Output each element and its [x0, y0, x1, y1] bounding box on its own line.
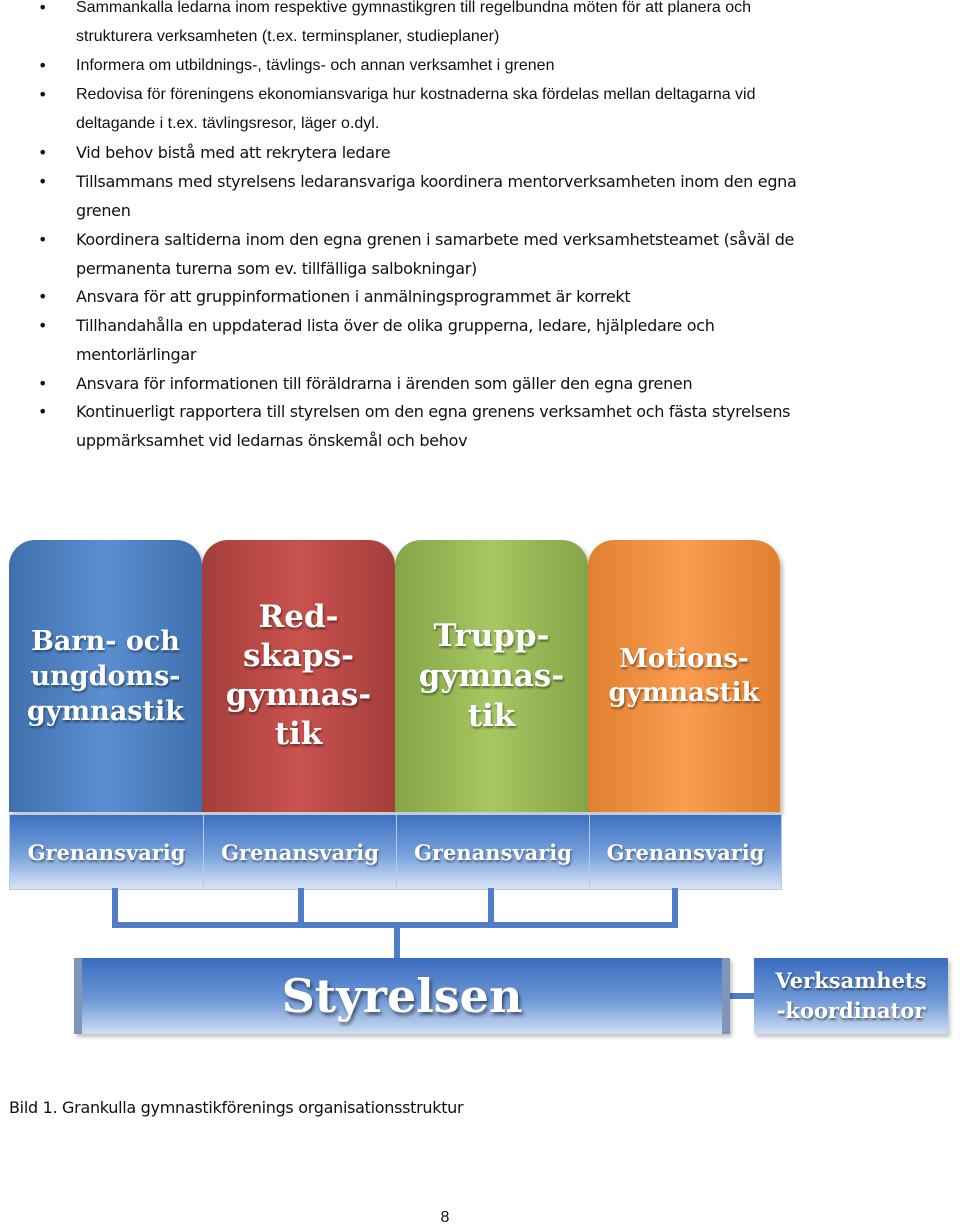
bullet-dot: • — [38, 287, 48, 306]
bullet-line: deltagande i t.ex. tävlingsresor, läger o.dyl. — [76, 115, 380, 132]
branch-trupp — [395, 540, 588, 812]
branch-label-line: gymnastik — [608, 678, 760, 708]
branch-barn-ungdom — [9, 540, 202, 812]
bullet-line: Kontinuerligt rapportera till styrelsen om den egna grenens verksamhet och fästa styrelsens — [76, 402, 791, 421]
branch-label-line: gymnas- — [225, 677, 372, 713]
bullet-line: Tillsammans med styrelsens ledaransvariga koordinera mentorverksamheten inom den egna — [76, 172, 797, 191]
bullet-line: uppmärksamhet vid ledarnas önskemål och behov — [76, 431, 468, 450]
bullet-dot: • — [38, 172, 48, 191]
bullet-line: strukturera verksamheten (t.ex. terminsplaner, studieplaner) — [76, 28, 500, 45]
bullet-line: mentorlärlingar — [76, 345, 197, 364]
bullet-dot: • — [38, 316, 48, 335]
bullet-line: permanenta turerna som ev. tillfälliga salbokningar) — [76, 259, 477, 278]
coordinator-label-line: Verksamhets — [775, 968, 927, 993]
responsible-box — [589, 814, 782, 890]
coordinator-box — [754, 958, 948, 1034]
branch-label-line: tik — [467, 698, 516, 734]
bullet-dot: • — [38, 56, 48, 75]
responsible-label: Grenansvarig — [414, 839, 572, 865]
responsible-box — [396, 814, 590, 890]
branch-label-line: tik — [274, 716, 323, 752]
bullet-dot: • — [38, 0, 48, 17]
bullet-dot: • — [38, 374, 48, 393]
bullet-line: Tillhandahålla en uppdaterad lista över de olika grupperna, ledare, hjälpledare och — [76, 316, 715, 335]
branch-label-line: gymnastik — [27, 695, 184, 727]
bullet-line: Sammankalla ledarna inom respektive gymnastikgren till regelbundna möten för att planera och — [76, 0, 752, 16]
branch-label-line: ungdoms- — [30, 660, 181, 692]
responsible-box — [9, 814, 204, 890]
branch-label-line: skaps- — [242, 638, 354, 674]
branch-label-line: Red- — [258, 599, 339, 635]
page-number: 8 — [440, 1209, 450, 1226]
connector-line — [394, 922, 400, 958]
bullet-line: Vid behov bistå med att rekrytera ledare — [76, 143, 391, 162]
bullet-line: Redovisa för föreningens ekonomiansvariga hur kostnaderna ska fördelas mellan deltagarna vid — [76, 86, 756, 103]
responsible-box — [203, 814, 397, 890]
branch-label-line: gymnas- — [418, 658, 565, 694]
branch-label-line: Motions- — [619, 644, 749, 674]
branch-label-line: Trupp- — [433, 618, 550, 654]
branch-redskap — [202, 540, 395, 812]
bullet-dot: • — [38, 402, 48, 421]
board-box — [74, 958, 730, 1034]
bullet-line: Informera om utbildnings-, tävlings- och annan verksamhet i grenen — [76, 57, 555, 74]
bullet-line: Koordinera saltiderna inom den egna grenen i samarbete med verksamhetsteamet (såväl de — [76, 230, 795, 249]
branch-label-line: Barn- och — [31, 625, 180, 657]
bullet-line: grenen — [76, 201, 131, 220]
bullet-line: Ansvara för att gruppinformationen i anmälningsprogrammet är korrekt — [76, 287, 631, 306]
bullet-dot: • — [38, 143, 48, 162]
coordinator-label-line: -koordinator — [776, 998, 926, 1023]
branch-motion — [588, 540, 780, 812]
bullet-dot: • — [38, 230, 48, 249]
board-label: Styrelsen — [281, 969, 523, 1023]
responsible-label: Grenansvarig — [606, 839, 765, 865]
bullet-dot: • — [38, 85, 48, 104]
bullet-line: Ansvara för informationen till föräldrarna i ärenden som gäller den egna grenen — [76, 374, 693, 393]
responsible-label: Grenansvarig — [27, 839, 186, 865]
figure-caption: Bild 1. Grankulla gymnastikförenings organisationsstruktur — [9, 1098, 464, 1117]
responsible-label: Grenansvarig — [221, 839, 379, 865]
